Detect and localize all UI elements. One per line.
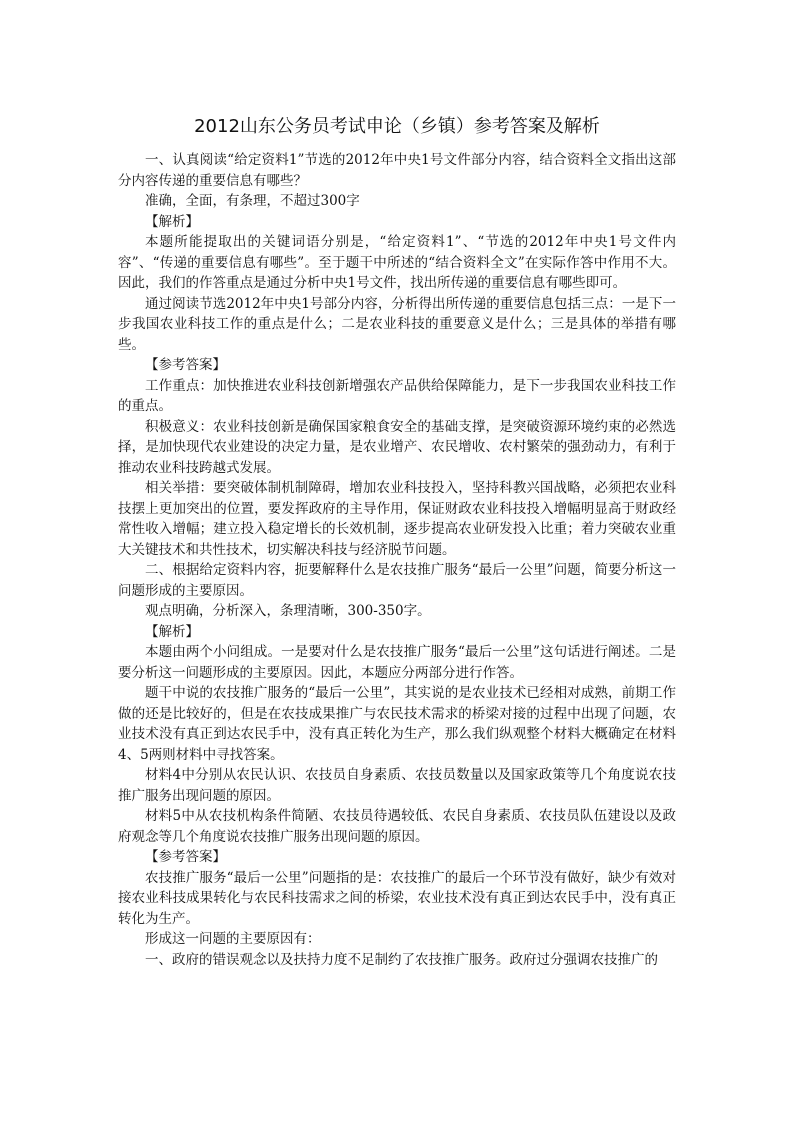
paragraph: 工作重点：加快推进农业科技创新增强农产品供给保障能力，是下一步我国农业科技工作的重点。 — [118, 377, 676, 414]
paragraph: 一、政府的错误观念以及扶持力度不足制约了农技推广服务。政府过分强调农技推广的 — [145, 951, 658, 968]
paragraph: 形成这一问题的主要原因有： — [145, 931, 321, 947]
document-body — [118, 150, 676, 970]
paragraph: 本题所能提取出的关键词语分别是，“给定资料1”、“节选的2012年中央1号文件内容”、“传递的重要信息有哪些”。至于题干中所述的“结合资料全文”在实际作答中作用不大。因此，我们的作答重点是通过分析中央1号文件，找出所传递的重要信息有哪些即可。 — [118, 234, 676, 291]
question-2: 二、根据给定资料内容，扼要解释什么是农技推广服务“最后一公里”问题，简要分析这一问题形成的主要原因。 — [118, 562, 676, 599]
paragraph: 材料4中分别从农民认识、农技员自身素质、农技员数量以及国家政策等几个角度说农技推广服务出现问题的原因。 — [118, 767, 676, 804]
paragraph: 农技推广服务“最后一公里”问题指的是：农技推广的最后一个环节没有做好，缺少有效对接农业科技成果转化与农民科技需求之间的桥梁，农业技术没有真正到达农民手中，没有真正转化为生产。 — [118, 869, 676, 927]
paragraph: 题干中说的农技推广服务的“最后一公里”，其实说的是农业技术已经相对成熟，前期工作做的还是比较好的，但是在农技成果推广与农民技术需求的桥梁对接的过程中出现了问题，农业技术没有真正到达农民手中，没有真正转化为生产，那么我们纵观整个材料大概确定在材料4、5两则材料中寻找答案。 — [118, 685, 676, 763]
paragraph: 材料5中从农技机构条件简陋、农技员待遇较低、农民自身素质、农技员队伍建设以及政府观念等几个角度说农技推广服务出现问题的原因。 — [118, 808, 676, 845]
paragraph: 相关举措：要突破体制机制障碍，增加农业科技投入，坚持科教兴国战略，必须把农业科技摆上更加突出的位置，要发挥政府的主导作用，保证财政农业科技投入增幅明显高于财政经常性收入增幅；建立投入稳定增长的长效机制，逐步提高农业研发投入比重；着力突破农业重大关键技术和共性技术，切实解决科技与经济脱节问题。 — [118, 480, 676, 558]
question-1: 一、认真阅读“给定资料1”节选的2012年中央1号文件部分内容，结合资料全文指出这部分内容传递的重要信息有哪些？ — [118, 152, 676, 189]
reference-answer-heading: 【参考答案】 — [145, 849, 226, 865]
document-page — [118, 112, 676, 970]
analysis-heading: 【解析】 — [145, 213, 199, 230]
document-title: 2012山东公务员考试申论（乡镇）参考答案及解析 — [194, 116, 600, 137]
paragraph: 本题由两个小问组成。一是要对什么是农技推广服务“最后一公里”这句话进行阐述。二是要分析这一问题形成的主要原因。因此，本题应分两部分进行作答。 — [118, 644, 676, 681]
paragraph: 积极意义：农业科技创新是确保国家粮食安全的基础支撑，是突破资源环境约束的必然选择，是加快现代农业建设的决定力量，是农业增产、农民增收、农村繁荣的强劲动力，有利于推动农业科技跨越式发展。 — [118, 418, 676, 476]
question-2-requirement: 观点明确，分析深入，条理清晰，300-350字。 — [145, 603, 431, 619]
reference-answer-heading: 【参考答案】 — [145, 357, 226, 373]
analysis-heading: 【解析】 — [145, 623, 199, 640]
question-1-requirement: 准确，全面，有条理，不超过300字 — [145, 193, 360, 209]
paragraph: 通过阅读节选2012年中央1号部分内容，分析得出所传递的重要信息包括三点：一是下一步我国农业科技工作的重点是什么；二是农业科技的重要意义是什么；三是具体的举措有哪些。 — [118, 295, 676, 353]
